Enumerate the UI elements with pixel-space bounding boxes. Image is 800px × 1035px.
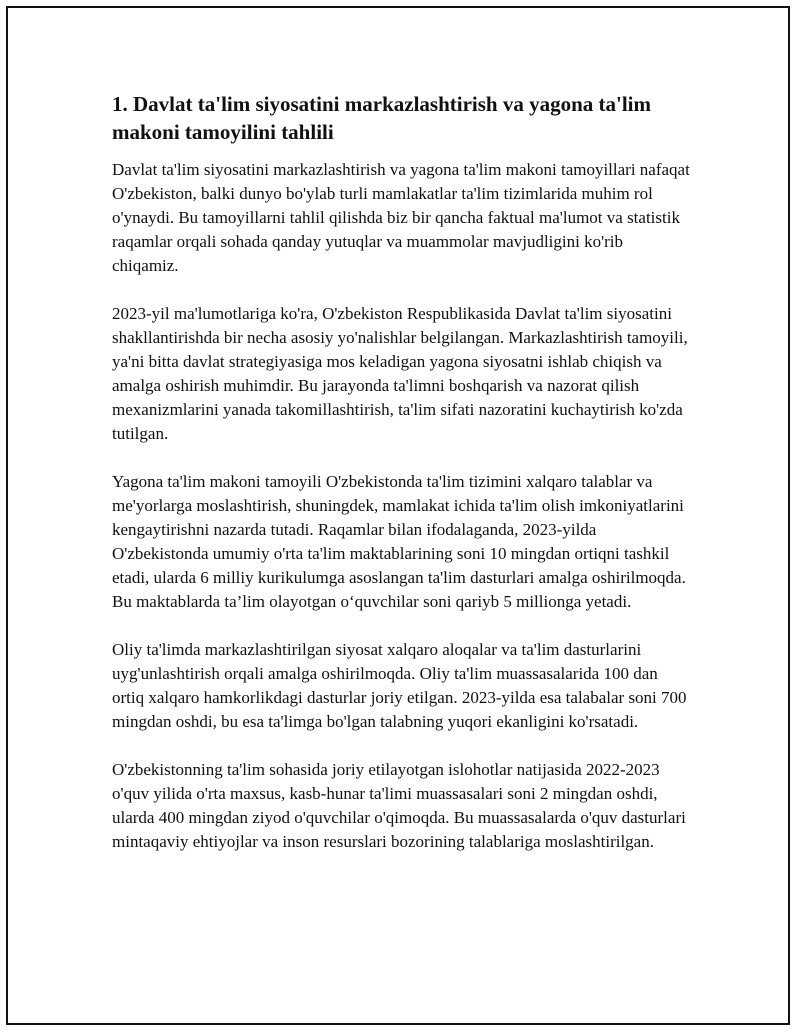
document-body (112, 90, 692, 878)
paragraph-1: Davlat ta'lim siyosatini markazlashtirish va yagona ta'lim makoni tamoyillari nafaqat O'zbekiston, balki dunyo bo'ylab turli mamlakatlar ta'lim tizimlarida muhim rol o'ynaydi. Bu tamoyillarni tahlil qilishda biz bir qancha faktual ma'lumot va statistik raqamlar orqali sohada qanday yutuqlar va muammolar mavjudligini ko'rib chiqamiz. (112, 160, 690, 275)
paragraph-3: Yagona ta'lim makoni tamoyili O'zbekistonda ta'lim tizimini xalqaro talablar va me'yorlarga moslashtirish, shuningdek, mamlakat ichida ta'lim olish imkoniyatlarini kengaytirishni nazarda tutadi. Raqamlar bilan ifodalaganda, 2023-yilda O'zbekistonda umumiy o'rta ta'lim maktablarining soni 10 mingdan ortiqni tashkil etadi, ularda 6 milliy kurikulumga asoslangan ta'lim dasturlari amalga oshirilmoqda. Bu maktablarda ta’lim olayotgan o‘quvchilar soni qariyb 5 millionga yetadi. (112, 472, 686, 611)
paragraph-2: 2023-yil ma'lumotlariga ko'ra, O'zbekiston Respublikasida Davlat ta'lim siyosatini shakllantirishda bir necha asosiy yo'nalishlar belgilangan. Markazlashtirish tamoyili, ya'ni bitta davlat strategiyasiga mos keladigan yagona siyosatni ishlab chiqish va amalga oshirish muhimdir. Bu jarayonda ta'limni boshqarish va nazorat qilish mexanizmlarini yanada takomillashtirish, ta'lim sifati nazoratini kuchaytirish ko'zda tutilgan. (112, 304, 688, 443)
paragraph-5: O'zbekistonning ta'lim sohasida joriy etilayotgan islohotlar natijasida 2022-2023 o'quv yilida o'rta maxsus, kasb-hunar ta'limi muassasalari soni 2 mingdan oshdi, ularda 400 mingdan ziyod o'quvchilar o'qimoqda. Bu muassasalarda o'quv dasturlari mintaqaviy ehtiyojlar va inson resurslari bozorining talablariga moslashtirilgan. (112, 760, 686, 851)
paragraph-4: Oliy ta'limda markazlashtirilgan siyosat xalqaro aloqalar va ta'lim dasturlarini uyg'unlashtirish orqali amalga oshirilmoqda. Oliy ta'lim muassasalarida 100 dan ortiq xalqaro hamkorlikdagi dasturlar joriy etilgan. 2023-yilda esa talabalar soni 700 mingdan oshdi, bu esa ta'limga bo'lgan talabning yuqori ekanligini ko'rsatadi. (112, 640, 687, 731)
section-heading: 1. Davlat ta'lim siyosatini markazlashtirish va yagona ta'lim makoni tamoyilini tahlili (112, 92, 652, 144)
